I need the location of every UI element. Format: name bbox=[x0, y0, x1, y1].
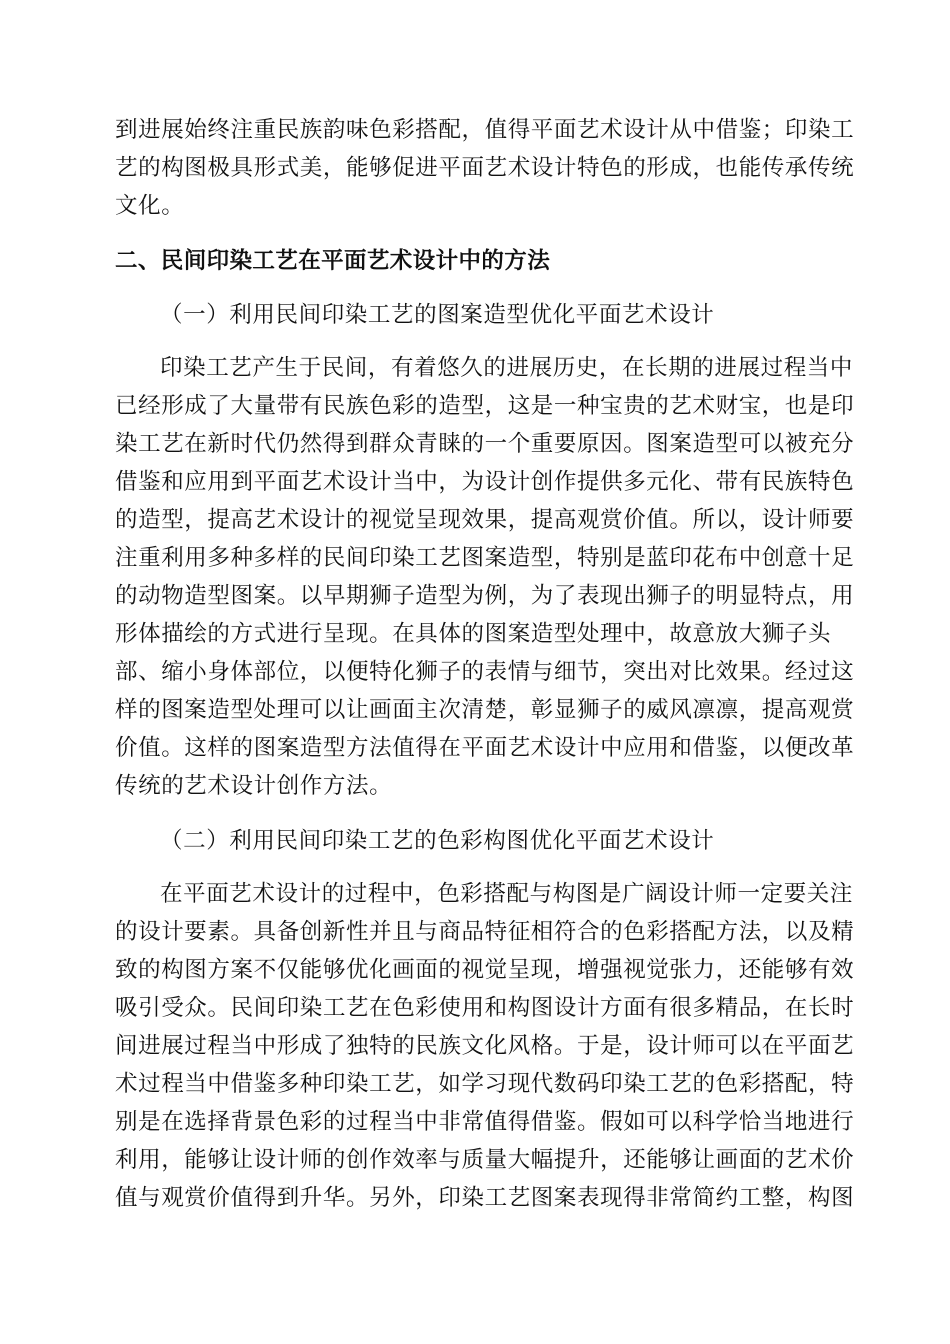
text-line: 传统的艺术设计创作方法。 bbox=[115, 773, 393, 799]
text-line: 到进展始终注重民族韵味色彩搭配，值得平面艺术设计从中借鉴；印染工 bbox=[115, 117, 855, 143]
text-line: 注重利用多种多样的民间印染工艺图案造型，特别是蓝印花布中创意十足 bbox=[115, 545, 855, 571]
text-line: 艺的构图极具形式美，能够促进平面艺术设计特色的形成，也能传承传统 bbox=[115, 155, 855, 181]
text-line: 在平面艺术设计的过程中，色彩搭配与构图是广阔设计师一定要关注 bbox=[160, 881, 854, 907]
subsection-heading: （二）利用民间印染工艺的色彩构图优化平面艺术设计 bbox=[160, 828, 715, 854]
text-line: 已经形成了大量带有民族色彩的造型，这是一种宝贵的艺术财宝，也是印 bbox=[115, 393, 855, 419]
text-line: 借鉴和应用到平面艺术设计当中，为设计创作提供多元化、带有民族特色 bbox=[115, 469, 855, 495]
text-line: 的动物造型图案。以早期狮子造型为例，为了表现出狮子的明显特点，用 bbox=[115, 583, 855, 609]
text-line: 术过程当中借鉴多种印染工艺，如学习现代数码印染工艺的色彩搭配，特 bbox=[115, 1071, 855, 1097]
text-line: 价值。这样的图案造型方法值得在平面艺术设计中应用和借鉴，以便改革 bbox=[115, 735, 855, 761]
text-line: 文化。 bbox=[115, 193, 185, 219]
subsection-heading: （一）利用民间印染工艺的图案造型优化平面艺术设计 bbox=[160, 302, 715, 328]
text-line: 部、缩小身体部位，以便特化狮子的表情与细节，突出对比效果。经过这 bbox=[115, 659, 855, 685]
text-line: 样的图案造型处理可以让画面主次清楚，彰显狮子的威风凛凛，提高观赏 bbox=[115, 697, 855, 723]
text-line: 值与观赏价值得到升华。另外，印染工艺图案表现得非常简约工整，构图 bbox=[115, 1185, 855, 1211]
text-line: 形体描绘的方式进行呈现。在具体的图案造型处理中，故意放大狮子头 bbox=[115, 621, 832, 647]
text-line: 别是在选择背景色彩的过程当中非常值得借鉴。假如可以科学恰当地进行 bbox=[115, 1109, 855, 1135]
text-line: 利用，能够让设计师的创作效率与质量大幅提升，还能够让画面的艺术价 bbox=[115, 1147, 855, 1173]
text-line: 吸引受众。民间印染工艺在色彩使用和构图设计方面有很多精品，在长时 bbox=[115, 995, 855, 1021]
text-line: 的设计要素。具备创新性并且与商品特征相符合的色彩搭配方法，以及精 bbox=[115, 919, 855, 945]
text-line: 染工艺在新时代仍然得到群众青睐的一个重要原因。图案造型可以被充分 bbox=[115, 431, 855, 457]
text-line: 印染工艺产生于民间，有着悠久的进展历史，在长期的进展过程当中 bbox=[160, 355, 854, 381]
text-line: 致的构图方案不仅能够优化画面的视觉呈现，增强视觉张力，还能够有效 bbox=[115, 957, 855, 983]
text-line: 的造型，提高艺术设计的视觉呈现效果，提高观赏价值。所以，设计师要 bbox=[115, 507, 855, 533]
section-heading: 二、民间印染工艺在平面艺术设计中的方法 bbox=[115, 248, 551, 274]
text-line: 间进展过程当中形成了独特的民族文化风格。于是，设计师可以在平面艺 bbox=[115, 1033, 855, 1059]
